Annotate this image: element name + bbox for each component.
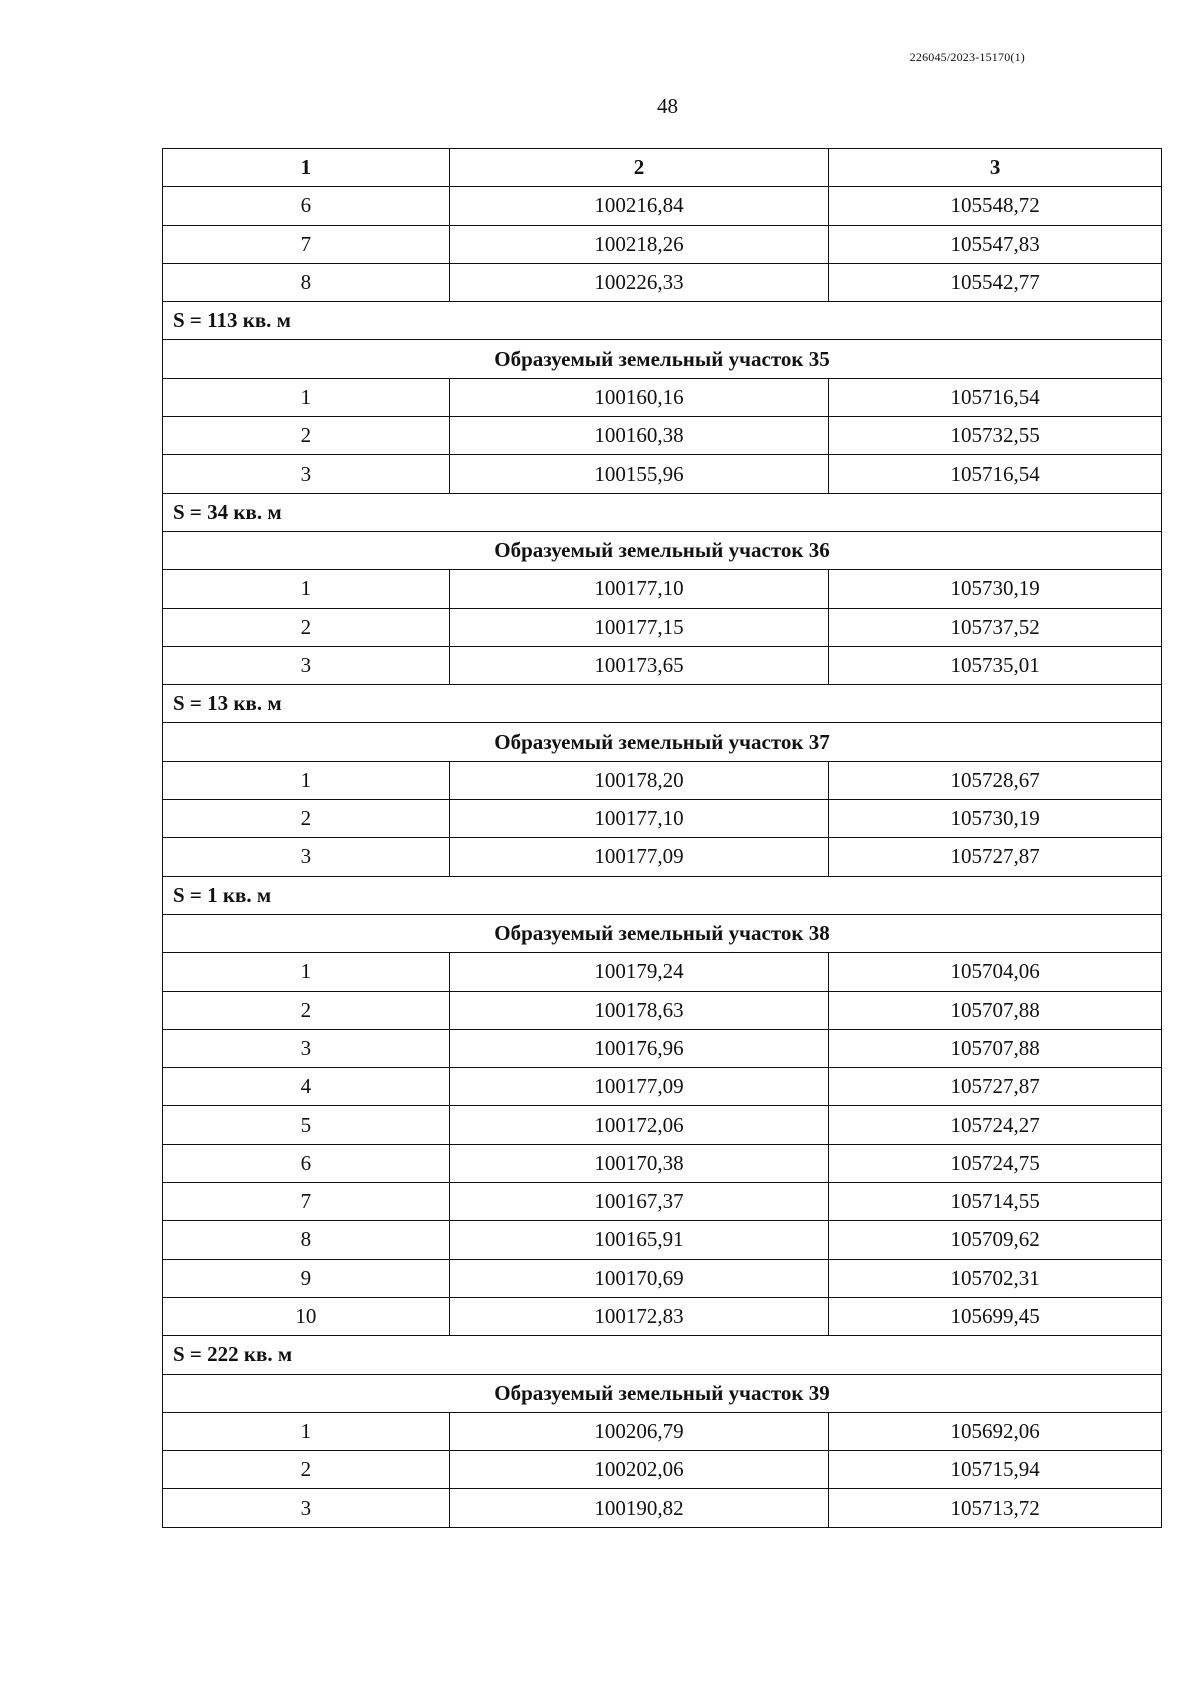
x-coordinate-cell: 100177,09 xyxy=(449,838,829,876)
section-title: Образуемый земельный участок 35 xyxy=(163,340,1162,378)
section-title: Образуемый земельный участок 36 xyxy=(163,531,1162,569)
point-number-cell: 8 xyxy=(163,1221,450,1259)
section-title-row xyxy=(163,723,1162,761)
table-row xyxy=(163,991,1162,1029)
x-coordinate-cell: 100177,10 xyxy=(449,570,829,608)
x-coordinate-cell: 100172,06 xyxy=(449,1106,829,1144)
section-title: Образуемый земельный участок 38 xyxy=(163,914,1162,952)
y-coordinate-cell: 105727,87 xyxy=(829,838,1162,876)
table-row xyxy=(163,1451,1162,1489)
y-coordinate-cell: 105730,19 xyxy=(829,570,1162,608)
y-coordinate-cell: 105713,72 xyxy=(829,1489,1162,1527)
column-header-x: 2 xyxy=(449,149,829,187)
area-value: S = 1 кв. м xyxy=(163,876,1162,914)
point-number-cell: 3 xyxy=(163,455,450,493)
y-coordinate-cell: 105707,88 xyxy=(829,991,1162,1029)
x-coordinate-cell: 100170,38 xyxy=(449,1144,829,1182)
y-coordinate-cell: 105716,54 xyxy=(829,455,1162,493)
table-row xyxy=(163,1221,1162,1259)
point-number-cell: 2 xyxy=(163,1451,450,1489)
x-coordinate-cell: 100202,06 xyxy=(449,1451,829,1489)
point-number-cell: 2 xyxy=(163,608,450,646)
y-coordinate-cell: 105728,67 xyxy=(829,761,1162,799)
x-coordinate-cell: 100179,24 xyxy=(449,953,829,991)
section-title-row xyxy=(163,1374,1162,1412)
y-coordinate-cell: 105716,54 xyxy=(829,378,1162,416)
y-coordinate-cell: 105724,75 xyxy=(829,1144,1162,1182)
area-row xyxy=(163,1336,1162,1374)
table-row xyxy=(163,1106,1162,1144)
area-row xyxy=(163,493,1162,531)
point-number-cell: 7 xyxy=(163,1183,450,1221)
x-coordinate-cell: 100226,33 xyxy=(449,263,829,301)
y-coordinate-cell: 105542,77 xyxy=(829,263,1162,301)
point-number-cell: 1 xyxy=(163,1412,450,1450)
table-row xyxy=(163,417,1162,455)
y-coordinate-cell: 105547,83 xyxy=(829,225,1162,263)
table-row xyxy=(163,1068,1162,1106)
point-number-cell: 5 xyxy=(163,1106,450,1144)
table-header-row xyxy=(163,149,1162,187)
table-row xyxy=(163,761,1162,799)
area-row xyxy=(163,685,1162,723)
area-row xyxy=(163,876,1162,914)
point-number-cell: 1 xyxy=(163,953,450,991)
point-number-cell: 8 xyxy=(163,263,450,301)
point-number-cell: 1 xyxy=(163,761,450,799)
x-coordinate-cell: 100177,15 xyxy=(449,608,829,646)
coordinates-table-body xyxy=(163,149,1162,1528)
section-title-row xyxy=(163,531,1162,569)
x-coordinate-cell: 100178,20 xyxy=(449,761,829,799)
table-row xyxy=(163,838,1162,876)
table-row xyxy=(163,646,1162,684)
point-number-cell: 10 xyxy=(163,1297,450,1335)
point-number-cell: 2 xyxy=(163,800,450,838)
column-header-y: 3 xyxy=(829,149,1162,187)
y-coordinate-cell: 105714,55 xyxy=(829,1183,1162,1221)
point-number-cell: 9 xyxy=(163,1259,450,1297)
y-coordinate-cell: 105704,06 xyxy=(829,953,1162,991)
table-row xyxy=(163,1183,1162,1221)
area-row xyxy=(163,302,1162,340)
point-number-cell: 1 xyxy=(163,378,450,416)
table-row xyxy=(163,1297,1162,1335)
y-coordinate-cell: 105548,72 xyxy=(829,187,1162,225)
y-coordinate-cell: 105724,27 xyxy=(829,1106,1162,1144)
point-number-cell: 3 xyxy=(163,1029,450,1067)
point-number-cell: 1 xyxy=(163,570,450,608)
x-coordinate-cell: 100206,79 xyxy=(449,1412,829,1450)
x-coordinate-cell: 100155,96 xyxy=(449,455,829,493)
table-row xyxy=(163,1259,1162,1297)
x-coordinate-cell: 100160,38 xyxy=(449,417,829,455)
point-number-cell: 6 xyxy=(163,1144,450,1182)
y-coordinate-cell: 105709,62 xyxy=(829,1221,1162,1259)
point-number-cell: 7 xyxy=(163,225,450,263)
table-row xyxy=(163,608,1162,646)
x-coordinate-cell: 100165,91 xyxy=(449,1221,829,1259)
section-title-row xyxy=(163,340,1162,378)
x-coordinate-cell: 100167,37 xyxy=(449,1183,829,1221)
table-row xyxy=(163,953,1162,991)
table-row xyxy=(163,378,1162,416)
table-row xyxy=(163,263,1162,301)
page-number: 48 xyxy=(657,94,678,118)
point-number-cell: 3 xyxy=(163,1489,450,1527)
y-coordinate-cell: 105727,87 xyxy=(829,1068,1162,1106)
x-coordinate-cell: 100176,96 xyxy=(449,1029,829,1067)
table-row xyxy=(163,187,1162,225)
x-coordinate-cell: 100170,69 xyxy=(449,1259,829,1297)
point-number-cell: 3 xyxy=(163,646,450,684)
table-row xyxy=(163,455,1162,493)
y-coordinate-cell: 105732,55 xyxy=(829,417,1162,455)
y-coordinate-cell: 105702,31 xyxy=(829,1259,1162,1297)
point-number-cell: 2 xyxy=(163,417,450,455)
column-header-point-number: 1 xyxy=(163,149,450,187)
x-coordinate-cell: 100216,84 xyxy=(449,187,829,225)
table-row xyxy=(163,1489,1162,1527)
table-row xyxy=(163,225,1162,263)
x-coordinate-cell: 100173,65 xyxy=(449,646,829,684)
y-coordinate-cell: 105707,88 xyxy=(829,1029,1162,1067)
y-coordinate-cell: 105699,45 xyxy=(829,1297,1162,1335)
table-row xyxy=(163,1412,1162,1450)
x-coordinate-cell: 100178,63 xyxy=(449,991,829,1029)
area-value: S = 113 кв. м xyxy=(163,302,1162,340)
y-coordinate-cell: 105737,52 xyxy=(829,608,1162,646)
table-row xyxy=(163,1029,1162,1067)
x-coordinate-cell: 100190,82 xyxy=(449,1489,829,1527)
x-coordinate-cell: 100177,10 xyxy=(449,800,829,838)
section-title: Образуемый земельный участок 37 xyxy=(163,723,1162,761)
y-coordinate-cell: 105735,01 xyxy=(829,646,1162,684)
section-title: Образуемый земельный участок 39 xyxy=(163,1374,1162,1412)
table-row xyxy=(163,800,1162,838)
area-value: S = 13 кв. м xyxy=(163,685,1162,723)
x-coordinate-cell: 100218,26 xyxy=(449,225,829,263)
area-value: S = 222 кв. м xyxy=(163,1336,1162,1374)
x-coordinate-cell: 100160,16 xyxy=(449,378,829,416)
coordinates-table xyxy=(162,148,1162,1528)
point-number-cell: 2 xyxy=(163,991,450,1029)
x-coordinate-cell: 100177,09 xyxy=(449,1068,829,1106)
x-coordinate-cell: 100172,83 xyxy=(449,1297,829,1335)
area-value: S = 34 кв. м xyxy=(163,493,1162,531)
document-id: 226045/2023-15170(1) xyxy=(909,50,1025,64)
point-number-cell: 3 xyxy=(163,838,450,876)
y-coordinate-cell: 105715,94 xyxy=(829,1451,1162,1489)
point-number-cell: 4 xyxy=(163,1068,450,1106)
y-coordinate-cell: 105692,06 xyxy=(829,1412,1162,1450)
point-number-cell: 6 xyxy=(163,187,450,225)
y-coordinate-cell: 105730,19 xyxy=(829,800,1162,838)
section-title-row xyxy=(163,914,1162,952)
table-row xyxy=(163,1144,1162,1182)
table-row xyxy=(163,570,1162,608)
